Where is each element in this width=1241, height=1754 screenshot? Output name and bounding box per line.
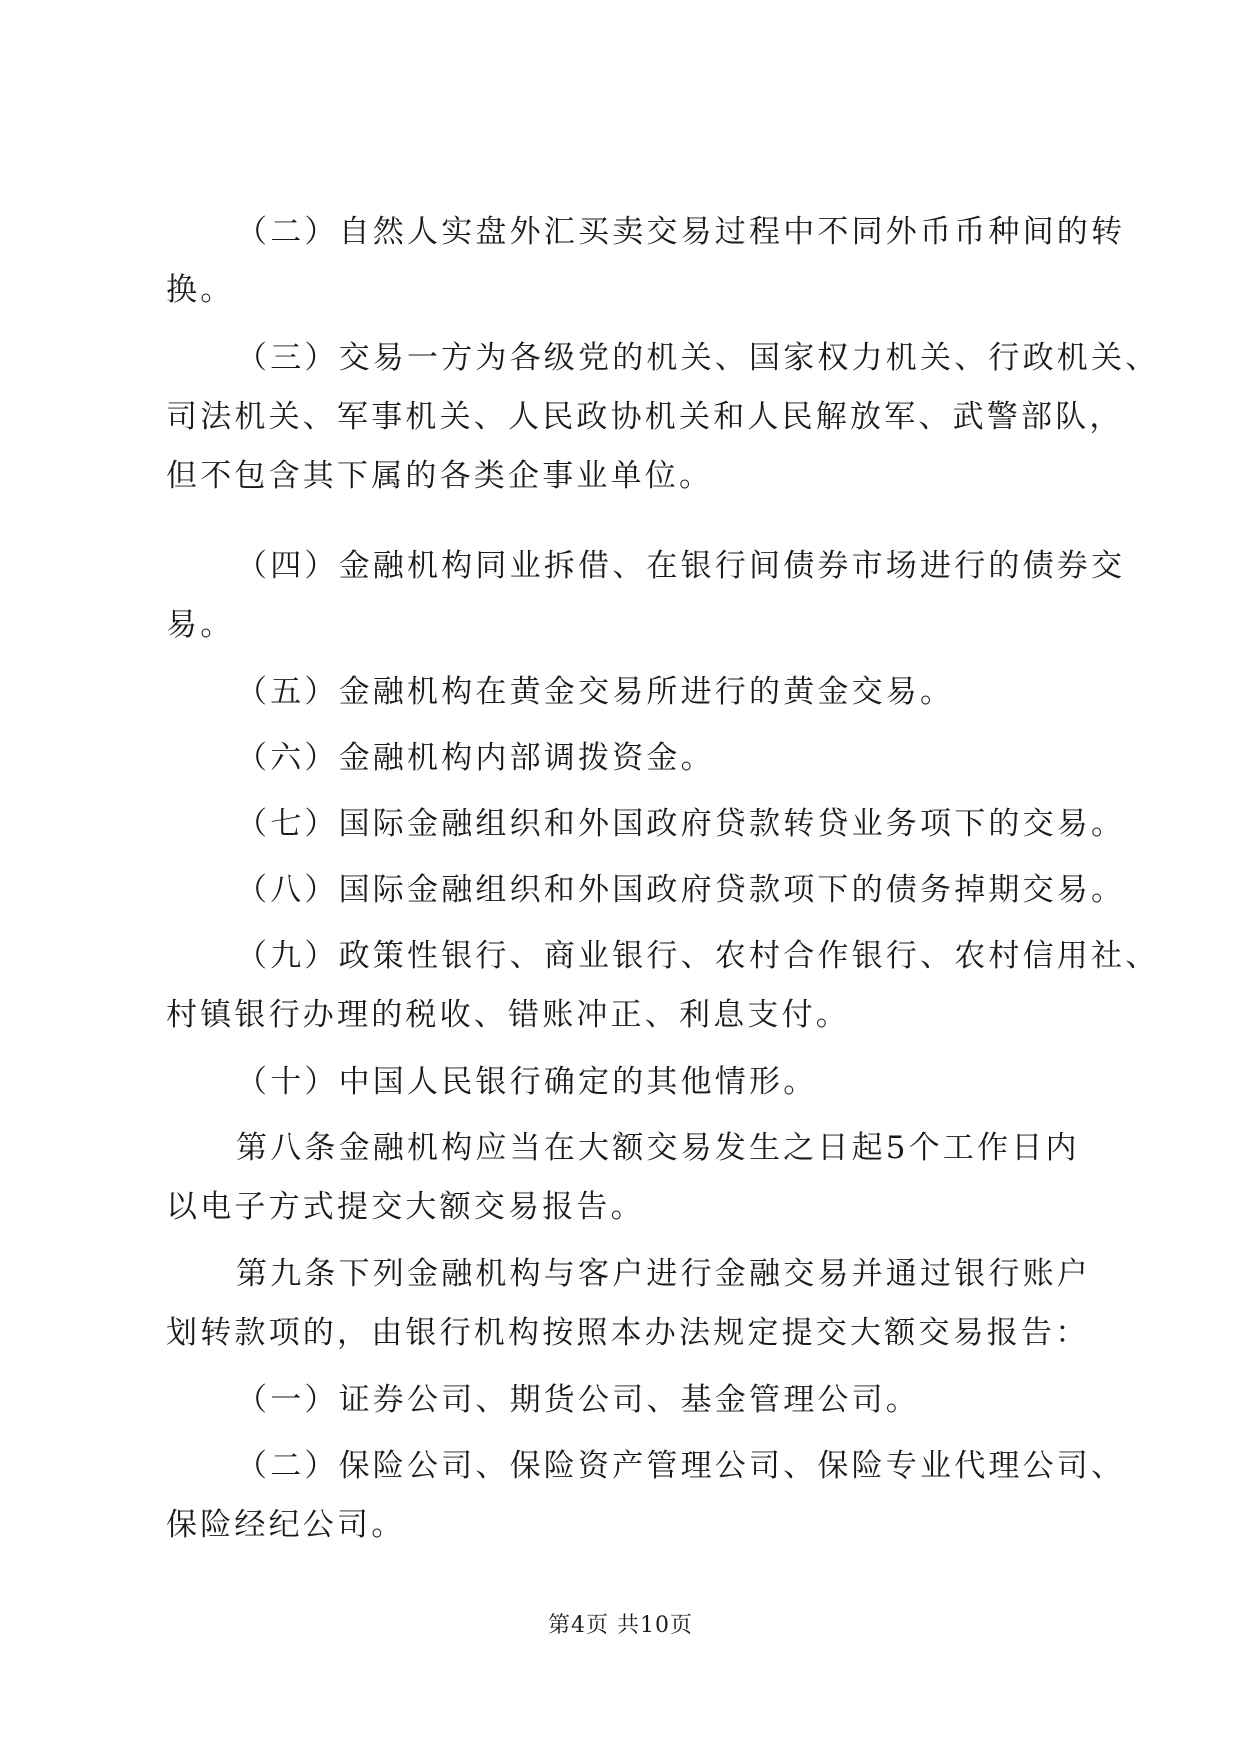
text-line: 但不包含其下属的各类企事业单位。 [166, 458, 714, 494]
text-line: （六）金融机构内部调拨资金。 [236, 740, 715, 776]
text-line: （二）自然人实盘外汇买卖交易过程中不同外币币种间的转 [236, 214, 1126, 250]
text-line: （三）交易一方为各级党的机关、国家权力机关、行政机关、 [236, 340, 1160, 376]
text-line: （九）政策性银行、商业银行、农村合作银行、农村信用社、 [236, 938, 1160, 974]
text-line: 换。 [166, 272, 235, 308]
text-line: 划转款项的，由银行机构按照本办法规定提交大额交易报告： [166, 1315, 1090, 1351]
text-line: （八）国际金融组织和外国政府贷款项下的债务掉期交易。 [236, 872, 1126, 908]
text-line: 司法机关、军事机关、人民政协机关和人民解放军、武警部队， [166, 399, 1124, 435]
text-line: 易。 [166, 607, 235, 643]
text-line: （一）证券公司、期货公司、基金管理公司。 [236, 1382, 920, 1418]
text-line: 村镇银行办理的税收、错账冲正、利息支付。 [166, 997, 850, 1033]
text-line: （二）保险公司、保险资产管理公司、保险专业代理公司、 [236, 1448, 1126, 1484]
text-line: 第九条下列金融机构与客户进行金融交易并通过银行账户 [236, 1256, 1091, 1292]
text-line: 第八条金融机构应当在大额交易发生之日起5个工作日内 [236, 1130, 1080, 1166]
text-line: （七）国际金融组织和外国政府贷款转贷业务项下的交易。 [236, 806, 1126, 842]
text-line: 保险经纪公司。 [166, 1507, 406, 1543]
text-line: （五）金融机构在黄金交易所进行的黄金交易。 [236, 674, 955, 710]
page-number-footer: 第4页 共10页 [548, 1613, 693, 1638]
text-line: 以电子方式提交大额交易报告。 [166, 1189, 645, 1225]
text-line: （十）中国人民银行确定的其他情形。 [236, 1064, 818, 1100]
text-line: （四）金融机构同业拆借、在银行间债券市场进行的债券交 [236, 548, 1126, 584]
